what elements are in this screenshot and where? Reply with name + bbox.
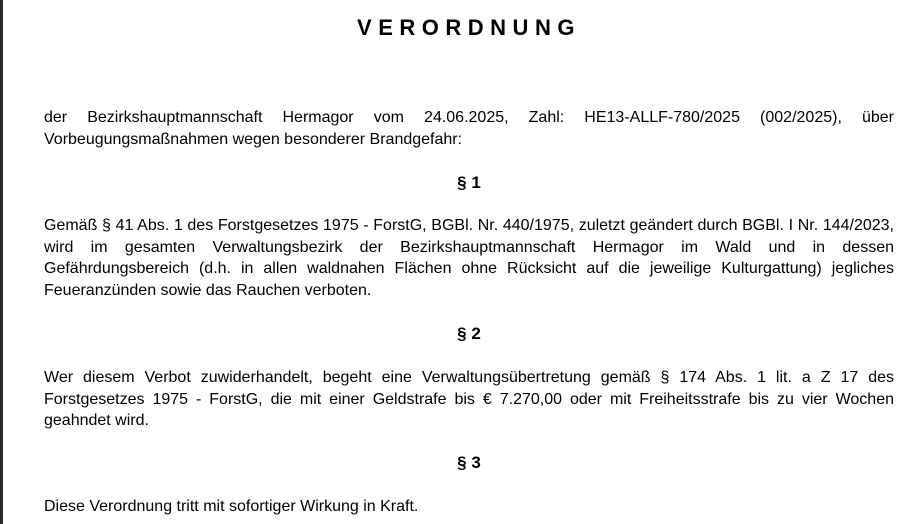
document-title: VERORDNUNG xyxy=(357,15,581,40)
window-edge xyxy=(0,0,3,524)
section-2-text: Wer diesem Verbot zuwiderhandelt, begeht eine Verwaltungsübertretung gemäß § 174 Abs. 1 lit. a Z 17 des Forstgesetzes 1975 - ForstG, die mit einer Geldstrafe bis € 7.270,00 oder mit Freiheitsstrafe bis zu vier Wochen geahndet wird. xyxy=(44,369,894,429)
section-3-text: Diese Verordnung tritt mit sofortiger Wirkung in Kraft. xyxy=(44,498,419,515)
intro-paragraph: der Bezirkshauptmannschaft Hermagor vom 24.06.2025, Zahl: HE13-ALLF-780/2025 (002/2025), über Vorbeugungsmaßnahmen wegen besonderer Brandgefahr: xyxy=(44,109,894,148)
section-1-heading: § 1 xyxy=(457,173,481,192)
section-3-heading: § 3 xyxy=(457,453,481,472)
section-1-text: Gemäß § 41 Abs. 1 des Forstgesetzes 1975 - ForstG, BGBl. Nr. 440/1975, zuletzt geändert durch BGBl. I Nr. 144/2023, wird im gesamten Verwaltungsbezirk der Bezirkshauptmannschaft Hermagor im Wald und in dessen Gefährdungsbereich (d.h. in allen waldnahen Flächen ohne Rücksicht auf die jeweilige Kulturgattung) jegliches Feueranzünden sowie das Rauchen verboten. xyxy=(44,217,894,299)
section-2-heading: § 2 xyxy=(457,324,481,343)
